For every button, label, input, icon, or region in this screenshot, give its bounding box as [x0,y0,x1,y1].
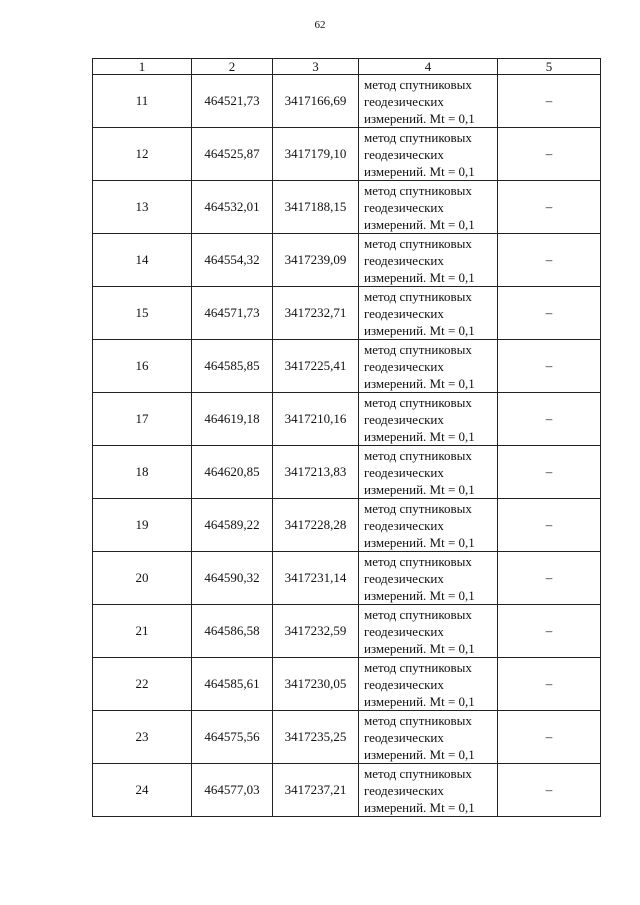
table-header [93,59,601,75]
point-number-cell: 22 [93,658,192,711]
x-coordinate-cell: 464586,58 [192,605,273,658]
method-line-3: измерений. Mt = 0,1 [364,693,475,709]
method-cell [359,711,498,764]
method-line-1: метод спутниковых [364,606,472,622]
table-row [93,75,601,128]
method-cell [359,658,498,711]
method-line-2: геодезических [364,93,444,109]
method-line-2: геодезических [364,570,444,586]
method-line-1: метод спутниковых [364,659,472,675]
point-number-cell: 18 [93,446,192,499]
method-line-2: геодезических [364,623,444,639]
method-line-1: метод спутниковых [364,712,472,728]
y-coordinate-cell: 3417179,10 [273,128,359,181]
method-line-2: геодезических [364,252,444,268]
y-coordinate-cell: 3417210,16 [273,393,359,446]
method-line-1: метод спутниковых [364,235,472,251]
method-line-3: измерений. Mt = 0,1 [364,163,475,179]
point-number-cell: 24 [93,764,192,817]
method-line-2: геодезических [364,358,444,374]
point-number-cell: 21 [93,605,192,658]
table-row [93,128,601,181]
column-5-cell: – [498,605,601,658]
method-cell [359,446,498,499]
y-coordinate-cell: 3417231,14 [273,552,359,605]
column-5-cell: – [498,764,601,817]
x-coordinate-cell: 464575,56 [192,711,273,764]
point-number-cell: 17 [93,393,192,446]
method-line-2: геодезических [364,146,444,162]
table-row [93,287,601,340]
y-coordinate-cell: 3417166,69 [273,75,359,128]
method-cell [359,75,498,128]
method-line-1: метод спутниковых [364,553,472,569]
x-coordinate-cell: 464585,61 [192,658,273,711]
method-line-2: геодезических [364,676,444,692]
table-row [93,181,601,234]
y-coordinate-cell: 3417237,21 [273,764,359,817]
y-coordinate-cell: 3417213,83 [273,446,359,499]
x-coordinate-cell: 464521,73 [192,75,273,128]
header-col-5: 5 [498,59,601,75]
y-coordinate-cell: 3417235,25 [273,711,359,764]
y-coordinate-cell: 3417225,41 [273,340,359,393]
point-number-cell: 12 [93,128,192,181]
point-number-cell: 13 [93,181,192,234]
table-row [93,764,601,817]
method-line-1: метод спутниковых [364,288,472,304]
column-5-cell: – [498,658,601,711]
column-5-cell: – [498,128,601,181]
method-line-1: метод спутниковых [364,129,472,145]
column-5-cell: – [498,499,601,552]
header-col-2: 2 [192,59,273,75]
method-line-3: измерений. Mt = 0,1 [364,428,475,444]
x-coordinate-cell: 464525,87 [192,128,273,181]
method-line-2: геодезических [364,411,444,427]
point-number-cell: 20 [93,552,192,605]
column-5-cell: – [498,446,601,499]
method-cell [359,340,498,393]
y-coordinate-cell: 3417228,28 [273,499,359,552]
table-row [93,658,601,711]
y-coordinate-cell: 3417239,09 [273,234,359,287]
method-cell [359,181,498,234]
column-5-cell: – [498,340,601,393]
method-line-1: метод спутниковых [364,394,472,410]
method-line-1: метод спутниковых [364,341,472,357]
method-line-3: измерений. Mt = 0,1 [364,534,475,550]
method-line-3: измерений. Mt = 0,1 [364,587,475,603]
y-coordinate-cell: 3417230,05 [273,658,359,711]
header-row [93,59,601,75]
y-coordinate-cell: 3417188,15 [273,181,359,234]
x-coordinate-cell: 464589,22 [192,499,273,552]
coordinates-table [92,58,601,817]
point-number-cell: 15 [93,287,192,340]
column-5-cell: – [498,181,601,234]
method-line-1: метод спутниковых [364,182,472,198]
x-coordinate-cell: 464577,03 [192,764,273,817]
method-line-1: метод спутниковых [364,500,472,516]
method-cell [359,393,498,446]
y-coordinate-cell: 3417232,59 [273,605,359,658]
method-line-2: геодезических [364,305,444,321]
method-cell [359,764,498,817]
x-coordinate-cell: 464619,18 [192,393,273,446]
method-cell [359,552,498,605]
method-cell [359,605,498,658]
method-line-2: геодезических [364,517,444,533]
x-coordinate-cell: 464620,85 [192,446,273,499]
method-cell [359,287,498,340]
table-body [93,75,601,817]
table-row [93,711,601,764]
table-row [93,499,601,552]
column-5-cell: – [498,234,601,287]
method-cell [359,128,498,181]
method-line-3: измерений. Mt = 0,1 [364,481,475,497]
point-number-cell: 23 [93,711,192,764]
point-number-cell: 14 [93,234,192,287]
point-number-cell: 16 [93,340,192,393]
method-line-1: метод спутниковых [364,765,472,781]
point-number-cell: 11 [93,75,192,128]
column-5-cell: – [498,711,601,764]
method-line-1: метод спутниковых [364,76,472,92]
method-line-3: измерений. Mt = 0,1 [364,799,475,815]
method-line-2: геодезических [364,199,444,215]
table-row [93,393,601,446]
table-row [93,234,601,287]
column-5-cell: – [498,75,601,128]
method-line-1: метод спутниковых [364,447,472,463]
table-row [93,340,601,393]
column-5-cell: – [498,552,601,605]
method-line-3: измерений. Mt = 0,1 [364,375,475,391]
header-col-4: 4 [359,59,498,75]
method-line-3: измерений. Mt = 0,1 [364,216,475,232]
x-coordinate-cell: 464532,01 [192,181,273,234]
x-coordinate-cell: 464554,32 [192,234,273,287]
header-col-1: 1 [93,59,192,75]
method-line-2: геодезических [364,782,444,798]
table-row [93,605,601,658]
column-5-cell: – [498,393,601,446]
x-coordinate-cell: 464571,73 [192,287,273,340]
method-line-3: измерений. Mt = 0,1 [364,322,475,338]
page-number: 62 [314,19,326,31]
method-cell [359,499,498,552]
header-col-3: 3 [273,59,359,75]
method-line-3: измерений. Mt = 0,1 [364,746,475,762]
column-5-cell: – [498,287,601,340]
x-coordinate-cell: 464585,85 [192,340,273,393]
table-row [93,446,601,499]
method-line-2: геодезических [364,729,444,745]
point-number-cell: 19 [93,499,192,552]
method-line-3: измерений. Mt = 0,1 [364,640,475,656]
y-coordinate-cell: 3417232,71 [273,287,359,340]
method-line-3: измерений. Mt = 0,1 [364,269,475,285]
method-cell [359,234,498,287]
table-row [93,552,601,605]
method-line-2: геодезических [364,464,444,480]
x-coordinate-cell: 464590,32 [192,552,273,605]
method-line-3: измерений. Mt = 0,1 [364,110,475,126]
